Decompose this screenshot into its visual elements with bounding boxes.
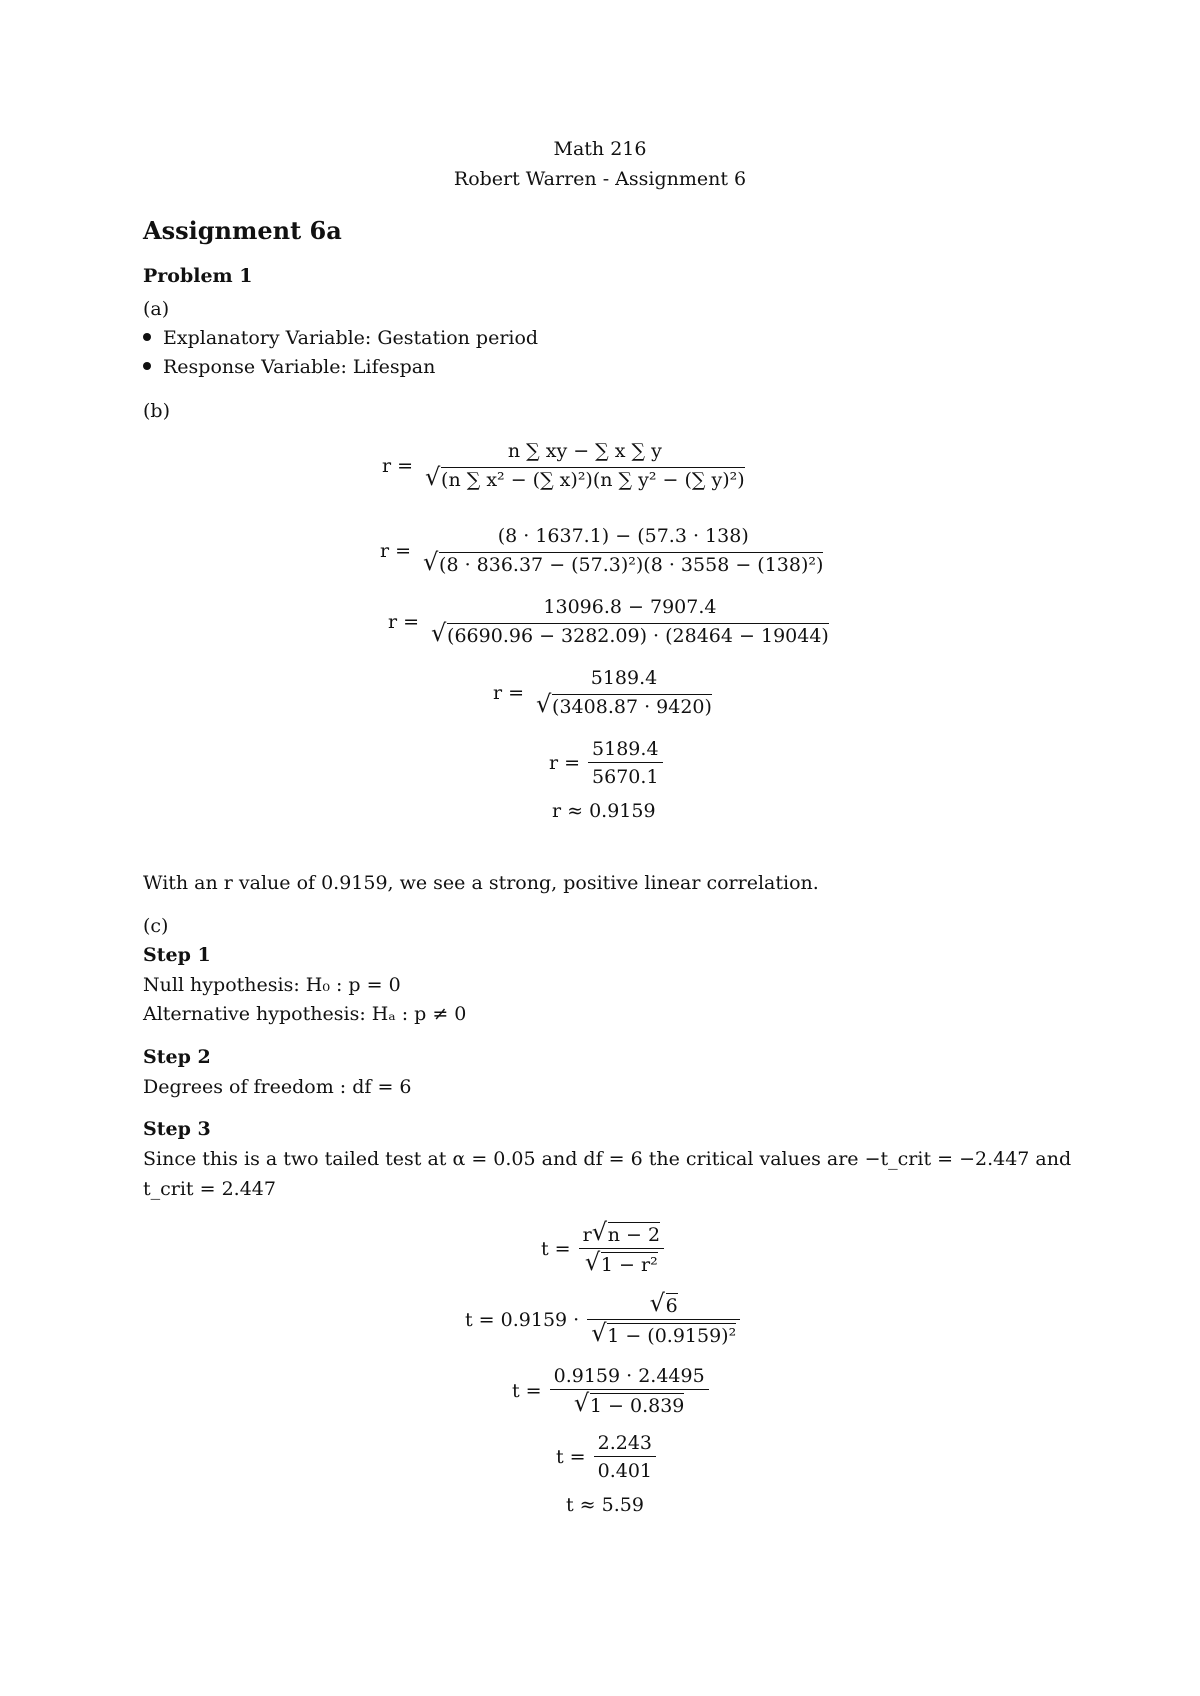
step3-title: Step 3 — [143, 1118, 211, 1140]
numerator: 5189.4 — [592, 738, 659, 760]
bullet-item — [143, 327, 538, 349]
equation-r-result: r ≈ 0.9159 — [552, 800, 656, 822]
denominator: (6690.96 − 3282.09) · (28464 − 19044) — [447, 625, 829, 647]
equation-t-result: t ≈ 5.59 — [566, 1494, 644, 1516]
alternative-hypothesis: Alternative hypothesis: Hₐ : p ≠ 0 — [143, 1003, 467, 1025]
fraction — [427, 596, 833, 647]
radical: √ (8 · 836.37 − (57.3)²)(8 · 3558 − (138)²) — [423, 548, 824, 576]
equation-lhs: r = — [388, 610, 420, 633]
bullet-icon — [143, 362, 151, 370]
equation-lhs: t = — [541, 1238, 571, 1260]
equation-lhs: t = — [512, 1380, 542, 1402]
radical: √ (n ∑ x² − (∑ x)²)(n ∑ y² − (∑ y)²) — [425, 463, 745, 491]
step2-title: Step 2 — [143, 1046, 211, 1068]
fraction — [421, 440, 749, 491]
denominator: √ 1 − r² — [579, 1248, 664, 1276]
denominator: 0.401 — [594, 1456, 656, 1482]
equation-t-fraction — [556, 1432, 656, 1482]
equation-r-simplified — [493, 667, 716, 718]
conclusion-text: With an r value of 0.9159, we see a strong, positive linear correlation. — [143, 872, 819, 894]
fraction — [588, 738, 662, 788]
equation-lhs: r = — [549, 752, 581, 774]
course-title: Math 216 — [553, 138, 647, 160]
equation-lhs: r = — [382, 454, 414, 477]
numerator: (8 · 1637.1) − (57.3 · 138) — [497, 525, 749, 547]
equation-r-fraction — [549, 738, 663, 788]
equation-lhs: r = — [493, 681, 525, 704]
equation-lhs: r = — [380, 539, 412, 562]
denominator: (3408.87 · 9420) — [552, 696, 712, 718]
radical: √ (3408.87 · 9420) — [536, 690, 712, 718]
bullet-text: Response Variable: Lifespan — [163, 356, 436, 378]
equation-t-substituted — [465, 1289, 740, 1347]
problem-title: Problem 1 — [143, 265, 253, 287]
equation-r-expanded — [388, 596, 833, 647]
bullet-text: Explanatory Variable: Gestation period — [163, 327, 539, 349]
denominator: (8 · 836.37 − (57.3)²)(8 · 3558 − (138)²) — [439, 554, 824, 576]
denominator: √ 1 − (0.9159)² — [587, 1319, 740, 1347]
radical: √ (6690.96 − 3282.09) · (28464 − 19044) — [431, 619, 829, 647]
equation-r-formula — [382, 440, 749, 491]
fraction — [419, 525, 827, 576]
equation-lhs: t = — [556, 1446, 586, 1468]
part-c-label: (c) — [143, 915, 169, 937]
numerator: √ 6 — [649, 1289, 678, 1317]
numerator: 0.9159 · 2.4495 — [553, 1365, 705, 1387]
null-hypothesis: Null hypothesis: H₀ : p = 0 — [143, 974, 401, 996]
part-b-label: (b) — [143, 400, 170, 422]
equation-prefix: t = 0.9159 · — [465, 1309, 580, 1331]
equation-t-expanded — [512, 1365, 709, 1417]
numerator: 5189.4 — [590, 667, 658, 689]
numerator: 13096.8 − 7907.4 — [543, 596, 717, 618]
document-subtitle: Robert Warren - Assignment 6 — [453, 168, 747, 190]
fraction — [550, 1365, 709, 1417]
fraction — [579, 1218, 664, 1276]
denominator: (n ∑ x² − (∑ x)²)(n ∑ y² − (∑ y)²) — [441, 469, 745, 491]
step3-text-line1: Since this is a two tailed test at α = 0.05 and df = 6 the critical values are −t_crit = −2.447 and — [143, 1148, 1072, 1170]
numerator: r √ n − 2 — [582, 1218, 661, 1246]
fraction — [532, 667, 716, 718]
denominator: 5670.1 — [588, 762, 662, 788]
section-title: Assignment 6a — [143, 216, 342, 245]
bullet-item — [143, 356, 435, 378]
equation-t-formula — [541, 1218, 664, 1276]
fraction — [594, 1432, 656, 1482]
step3-text-line2: t_crit = 2.447 — [143, 1178, 276, 1200]
numerator: 2.243 — [597, 1432, 653, 1454]
step1-title: Step 1 — [143, 944, 211, 966]
part-a-label: (a) — [143, 298, 170, 320]
fraction — [587, 1289, 740, 1347]
equation-r-substituted — [380, 525, 827, 576]
numerator: n ∑ xy − ∑ x ∑ y — [507, 440, 662, 462]
denominator: √ 1 − 0.839 — [550, 1389, 709, 1417]
degrees-of-freedom: Degrees of freedom : df = 6 — [143, 1076, 412, 1098]
bullet-icon — [143, 333, 151, 341]
